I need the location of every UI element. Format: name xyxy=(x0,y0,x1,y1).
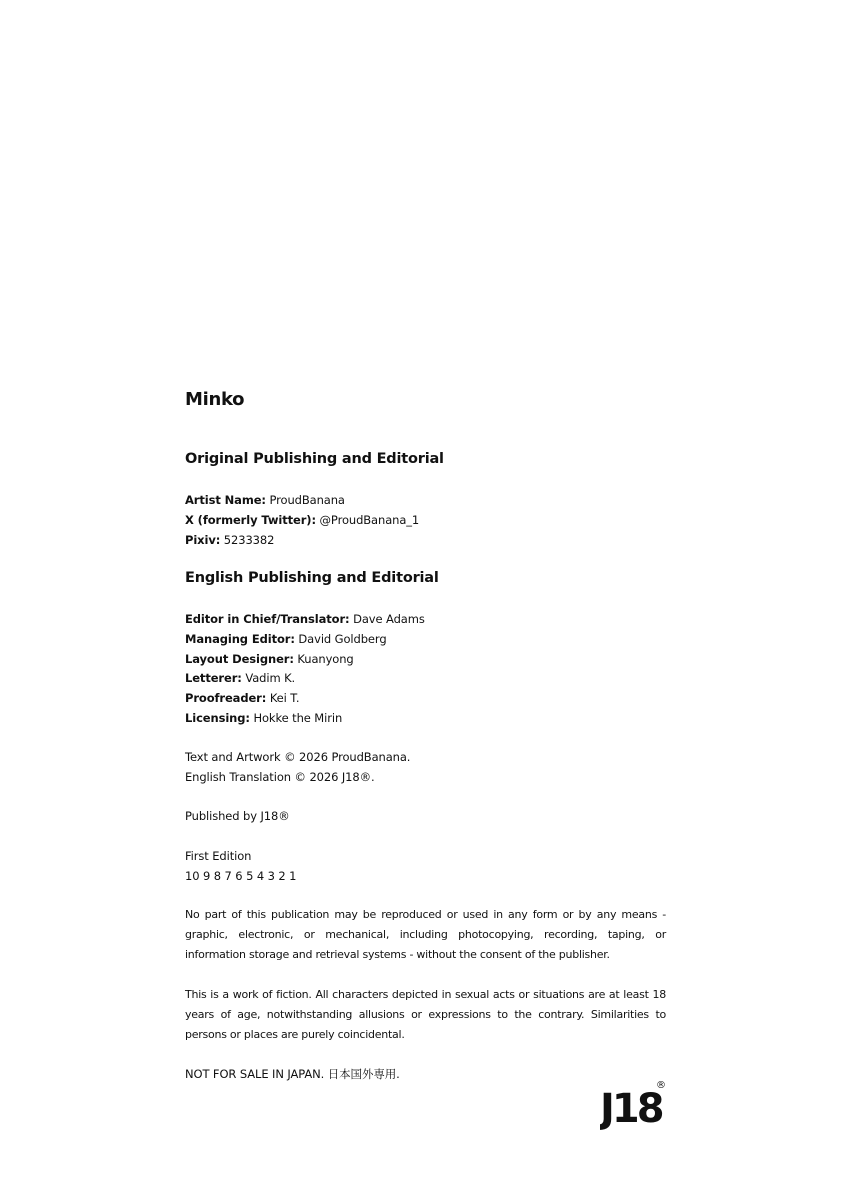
printing-line: 10 9 8 7 6 5 4 3 2 1 xyxy=(185,869,297,883)
publisher-line: Published by J18® xyxy=(185,809,290,823)
credit-label: Licensing: xyxy=(185,711,250,725)
credit-value: ProudBanana xyxy=(269,493,345,507)
credit-label: Pixiv: xyxy=(185,533,221,547)
credit-label: X (formerly Twitter): xyxy=(185,513,316,527)
credit-artist xyxy=(185,490,345,510)
credit-value: David Goldberg xyxy=(298,632,387,646)
original-section-heading: Original Publishing and Editorial xyxy=(185,451,444,467)
credit-value: @ProudBanana_1 xyxy=(319,513,420,527)
credit-label: Managing Editor: xyxy=(185,632,295,646)
credit-value: Hokke the Mirin xyxy=(253,711,343,725)
edition-label: First Edition xyxy=(185,849,252,863)
english-section-heading: English Publishing and Editorial xyxy=(185,570,439,586)
credit-licensing xyxy=(185,708,342,728)
logo-registered-mark: ® xyxy=(656,1080,666,1091)
credit-proofreader xyxy=(185,688,299,708)
copyright-text-artwork: Text and Artwork © 2026 ProudBanana. xyxy=(185,750,411,764)
logo-text: J18 xyxy=(600,1086,662,1130)
credit-label: Artist Name: xyxy=(185,493,266,507)
rights-notice: No part of this publication may be reproduced or used in any form or by any means - graphic, electronic, or mechanical, including photocopying, recording, taping, or information storage and retrieval systems - without the consent of the publisher. xyxy=(185,908,666,961)
credit-label: Letterer: xyxy=(185,671,242,685)
sale-notice: NOT FOR SALE IN JAPAN. 日本国外専用. xyxy=(185,1067,400,1081)
credit-value: Kei T. xyxy=(269,691,300,705)
credit-value: Vadim K. xyxy=(245,671,296,685)
credit-label: Layout Designer: xyxy=(185,652,294,666)
credit-label: Proofreader: xyxy=(185,691,267,705)
copyright-translation: English Translation © 2026 J18®. xyxy=(185,770,375,784)
credit-value: Kuanyong xyxy=(297,652,354,666)
book-title: Minko xyxy=(185,389,245,410)
credit-layout-designer xyxy=(185,649,354,669)
credit-label: Editor in Chief/Translator: xyxy=(185,612,350,626)
credit-value: Dave Adams xyxy=(353,612,425,626)
credit-x xyxy=(185,510,419,530)
fiction-notice: This is a work of fiction. All characters depicted in sexual acts or situations are at least 18 years of age, notwithstanding allusions or expressions to the contrary. Similarities to persons or places are purely coincidental. xyxy=(185,988,666,1041)
credit-pixiv xyxy=(185,530,274,550)
credit-editor-in-chief xyxy=(185,609,425,629)
credit-value: 5233382 xyxy=(223,533,275,547)
credit-letterer xyxy=(185,668,295,688)
j18-logo xyxy=(600,1078,668,1130)
credit-managing-editor xyxy=(185,629,387,649)
